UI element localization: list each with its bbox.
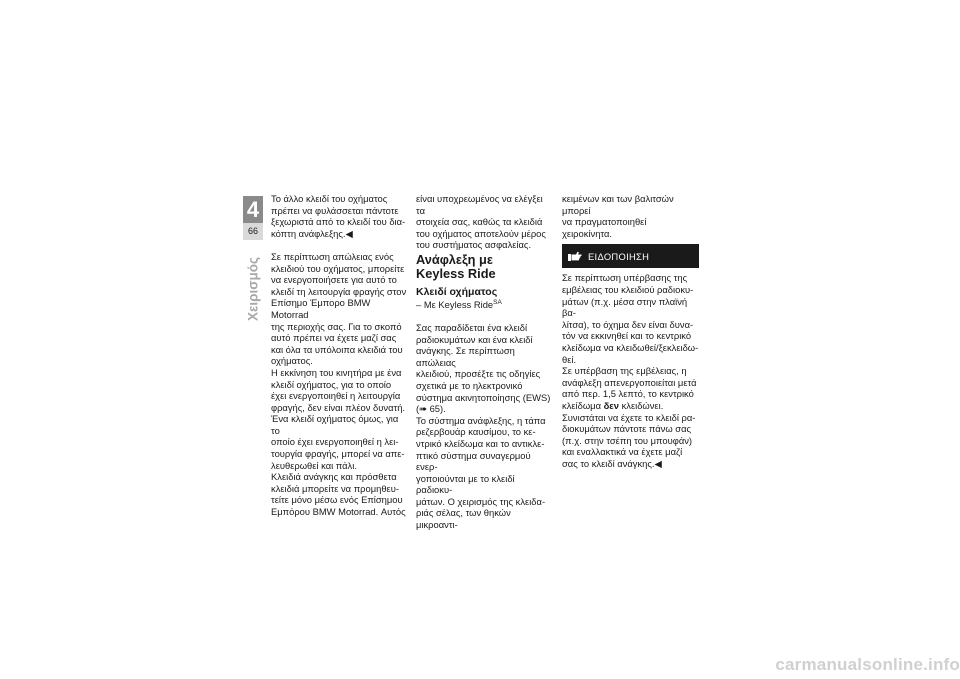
- paragraph-gap: [416, 310, 553, 322]
- text-line: οποίο έχει ενεργοποιηθεί η λει-: [271, 436, 399, 448]
- text-line: κόπτη ανάφλεξης.◀: [271, 227, 353, 239]
- text-line: και όλα τα υπόλοιπα κλειδιά του: [271, 343, 403, 355]
- watermark: carmanualsonline.info: [775, 655, 960, 674]
- chapter-tab: [243, 196, 263, 240]
- chapter-number: 4: [246, 197, 260, 222]
- text-fragment: κλειδώνει.: [618, 399, 664, 411]
- text-line: τείτε μόνο μέσω ενός Επίσημου: [271, 494, 403, 506]
- section-heading-line: Ανάφλεξη με: [416, 251, 493, 267]
- text-line: πρέπει να φυλάσσεται πάντοτε: [271, 204, 399, 216]
- text-line: Σε περίπτωση απώλειας ενός: [271, 250, 394, 262]
- emphasis-word: δεν: [603, 399, 619, 411]
- page-reference[interactable]: (➠ 65).: [416, 403, 446, 415]
- section-title: Χειρισμός: [245, 256, 261, 322]
- text-line: και εναλλακτικά να έχετε μαζί: [562, 446, 683, 458]
- text-line: στοιχεία σας, καθώς τα κλειδιά: [416, 216, 543, 228]
- text-line: Το σύστημα ανάφλεξης, η τάπα: [416, 414, 546, 426]
- text-line: κειμένων και των βαλιτσών μπορεί: [562, 193, 674, 216]
- text-line: λευθερωθεί και πάλι.: [271, 459, 357, 471]
- text-line: Το άλλο κλειδί του οχήματος: [271, 193, 388, 204]
- text-line: Η εκκίνηση του κινητήρα με ένα: [271, 366, 402, 378]
- section-heading: [416, 253, 553, 282]
- text-line: σύστημα ακινητοποίησης (EWS): [416, 391, 551, 403]
- text-column-3: [562, 193, 699, 469]
- text-line: εμβέλειας του κλειδιού ραδιοκυ-: [562, 283, 694, 295]
- paragraph-gap: [271, 239, 408, 251]
- text-line: γοποιούνται με το κλειδί ραδιοκυ-: [416, 472, 515, 496]
- text-line: πτικό σύστημα συναγερμού ενερ-: [416, 449, 531, 473]
- warning-box: [562, 244, 699, 268]
- text-line: ντρικό κλείδωμα και το αντικλε-: [416, 437, 545, 449]
- page-number: 66: [243, 223, 263, 240]
- text-line: ξεχωριστά από το κλειδί του δια-: [271, 216, 406, 228]
- text-line: Κλειδιά ανάγκης και πρόσθετα: [271, 471, 397, 483]
- text-line: τουργία φραγής, μπορεί να απε-: [271, 448, 405, 460]
- text-line: φραγής, δεν είναι πλέον δυνατή.: [271, 401, 406, 413]
- text-line: κλειδιά μπορείτε να προμηθευ-: [271, 482, 399, 494]
- text-line: σχετικά με το ηλεκτρονικό: [416, 379, 523, 391]
- text-line: ανάφλεξη απενεργοποιείται μετά: [562, 376, 697, 388]
- text-line: λίτσα), το όχημα δεν είναι δυνα-: [562, 318, 694, 330]
- text-line: κλειδί οχήματος, για το οποίο: [271, 378, 392, 390]
- text-line: αυτό πρέπει να έχετε μαζί σας: [271, 332, 397, 344]
- text-column-1: [271, 193, 408, 518]
- section-title-vertical: [243, 244, 263, 334]
- text-line: κλειδί τη λειτουργία φραγής στον: [271, 285, 407, 297]
- emphasis-line: [562, 400, 699, 412]
- notice-hand-icon: [568, 251, 582, 261]
- text-line: θεί.: [562, 353, 577, 365]
- text-line: της περιοχής σας. Για το σκοπό: [271, 320, 402, 332]
- option-line: [416, 299, 553, 311]
- text-line: διοκυμάτων πάντοτε πάνω σας: [562, 423, 692, 435]
- text-line: (π.χ. στην τσέπη του μπουφάν): [562, 434, 693, 446]
- text-line: Επίσημο Έμπορο BMW Motorrad: [271, 297, 371, 320]
- text-line: ανάγκης. Σε περίπτωση απώλειας: [416, 345, 515, 368]
- text-line: να ενεργοποιήσετε για αυτό το: [271, 274, 397, 286]
- text-line: από περ. 1,5 λεπτό, το κεντρικό: [562, 388, 694, 400]
- text-line: ρεζερβουάρ καυσίμου, το κε-: [416, 426, 536, 438]
- section-heading-line: Keyless Ride: [416, 266, 496, 282]
- text-line: να πραγματοποιηθεί χειροκίνητα.: [562, 216, 647, 239]
- text-line: έχει ενεργοποιηθεί η λειτουργία: [271, 390, 401, 402]
- text-fragment: κλείδωμα: [562, 399, 604, 411]
- text-line: Ένα κλειδί οχήματος όμως, για το: [271, 413, 399, 436]
- text-line: του οχήματος αποτελούν μέρος: [416, 227, 546, 239]
- text-column-2: [416, 193, 553, 531]
- subsection-heading: Κλειδί οχήματος: [416, 285, 498, 298]
- text-line: κλείδωμα να κλειδωθεί/ξεκλειδω-: [562, 341, 699, 353]
- text-line: σας το κλειδί ανάγκης.◀: [562, 457, 662, 469]
- text-line: είναι υποχρεωμένος να ελέγξει τα: [416, 193, 543, 216]
- text-line: ριάς σέλας, των θηκών μικροαντι-: [416, 507, 511, 531]
- text-line: ραδιοκυμάτων και ένα κλειδί: [416, 333, 533, 345]
- text-line: Σας παραδίδεται ένα κλειδί: [416, 321, 528, 333]
- text-line: Σε υπέρβαση της εμβέλειας, η: [562, 365, 687, 377]
- text-line: Σε περίπτωση υπέρβασης της: [562, 272, 688, 284]
- text-line: κλειδιού, προσέξτε τις οδηγίες: [416, 368, 541, 380]
- text-line: κλειδιού του οχήματος, μπορείτε: [271, 262, 405, 274]
- text-line: Συνιστάται να έχετε το κλειδί ρα-: [562, 411, 696, 423]
- text-line: Εμπόρου BMW Motorrad. Αυτός: [271, 506, 406, 518]
- text-line: μάτων (π.χ. μέσα στην πλαϊνή βα-: [562, 295, 688, 319]
- warning-label: ΕΙΔΟΠΟΙΗΣΗ: [588, 250, 650, 262]
- text-line: του συστήματος ασφαλείας.: [416, 239, 532, 251]
- option-badge: SA: [493, 298, 502, 306]
- option-text: – Με Keyless Ride: [416, 298, 494, 310]
- text-line: οχήματος.: [271, 355, 313, 367]
- text-line: τόν να εκκινηθεί και το κεντρικό: [562, 330, 692, 342]
- text-line: μάτων. Ο χειρισμός της κλειδα-: [416, 495, 546, 507]
